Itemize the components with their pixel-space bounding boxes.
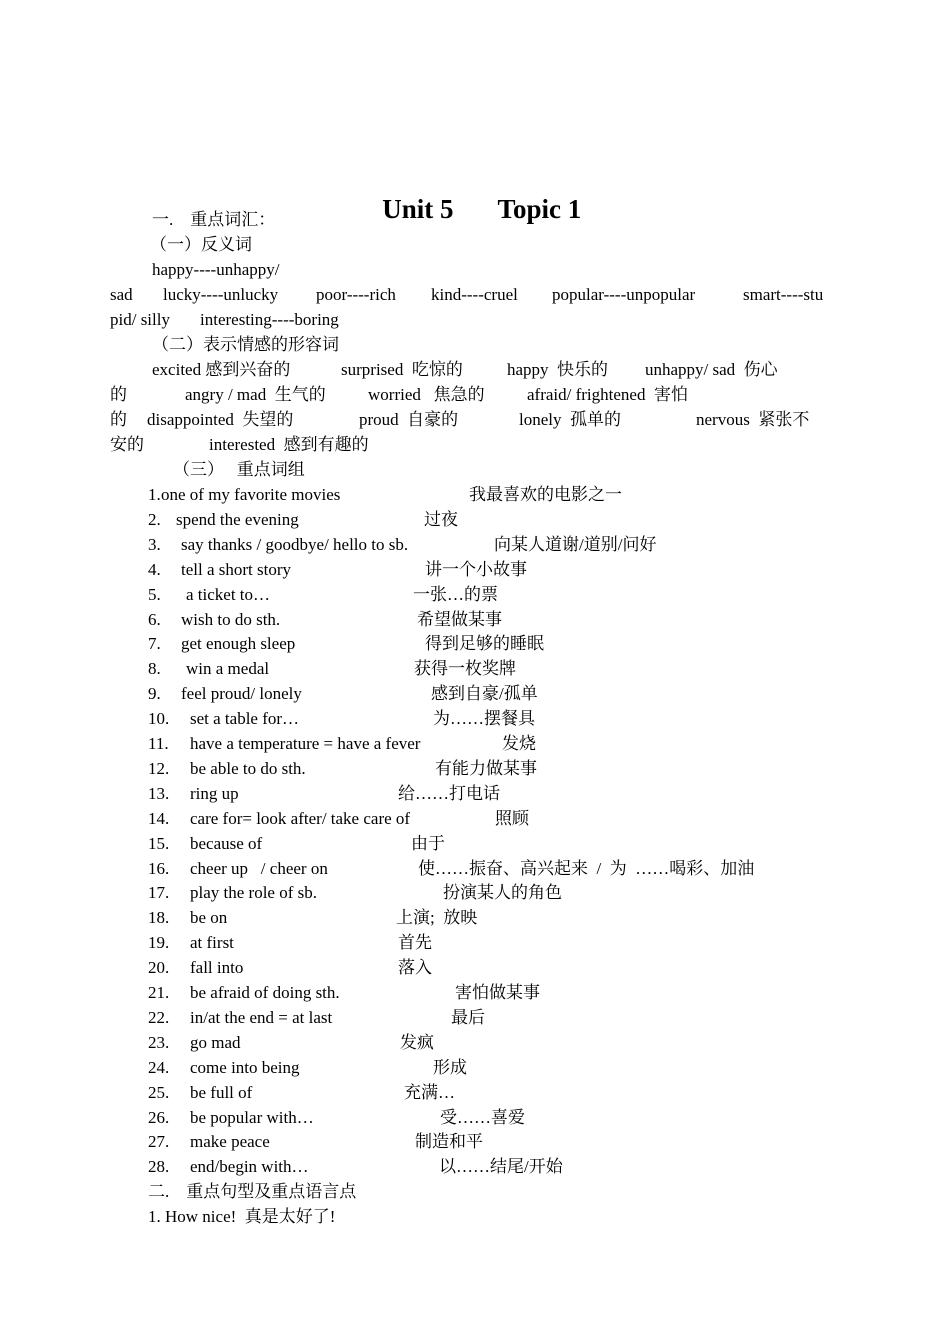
phrase-chinese: 充满… — [404, 1082, 455, 1102]
emotion-text: angry / mad 生气的 — [185, 385, 326, 404]
section-2-heading: 二. 重点句型及重点语言点 — [148, 1182, 357, 1201]
phrase-number: 13. — [148, 783, 170, 803]
phrase-english: at first — [190, 933, 234, 953]
phrase-row — [0, 858, 950, 880]
phrase-english: wish to do sth. — [181, 609, 281, 629]
phrase-chinese: 发疯 — [400, 1032, 434, 1052]
phrase-row — [0, 907, 950, 929]
emotion-text: worried 焦急的 — [368, 385, 485, 404]
emotion-text: excited 感到兴奋的 — [152, 360, 291, 379]
phrase-chinese: 一张…的票 — [413, 584, 498, 604]
phrase-chinese: 制造和平 — [415, 1132, 483, 1152]
phrase-number: 3. — [148, 534, 161, 554]
phrase-row — [0, 1107, 950, 1129]
phrase-chinese: 向某人道谢/道别/问好 — [494, 534, 657, 554]
phrase-english: cheer up / cheer on — [190, 858, 328, 878]
phrase-row — [0, 758, 950, 780]
phrase-chinese: 扮演某人的角色 — [443, 883, 562, 903]
phrase-row — [0, 1131, 950, 1153]
phrase-number: 26. — [148, 1107, 170, 1127]
phrase-number: 7. — [148, 634, 161, 654]
emotion-text: nervous 紧张不 — [696, 410, 810, 429]
phrase-chinese: 讲一个小故事 — [425, 559, 527, 579]
phrase-number: 20. — [148, 958, 170, 978]
phrase-number: 16. — [148, 858, 170, 878]
phrase-chinese: 我最喜欢的电影之一 — [469, 485, 622, 504]
phrase-english: be on — [190, 908, 228, 928]
emotion-row — [0, 434, 950, 456]
phrase-chinese: 感到自豪/孤单 — [431, 684, 538, 704]
phrase-row — [0, 833, 950, 855]
antonym-text: sad — [110, 285, 133, 304]
phrase-chinese: 给……打电话 — [398, 783, 500, 803]
phrase-english: say thanks / goodbye/ hello to sb. — [181, 534, 409, 554]
phrase-number: 4. — [148, 559, 161, 579]
phrase-chinese: 发烧 — [502, 734, 536, 753]
phrase-number: 12. — [148, 758, 170, 778]
phrase-english: win a medal — [186, 659, 270, 679]
emotion-row — [0, 409, 950, 431]
phrase-number: 8. — [148, 659, 161, 679]
subsection-phrases-heading: （三） 重点词组 — [173, 460, 305, 479]
subsection-antonyms-heading: （一）反义词 — [150, 235, 252, 254]
phrase-chinese: 首先 — [398, 933, 432, 953]
subsection-emotions-heading: （二）表示情感的形容词 — [152, 335, 339, 354]
title-unit: Unit 5 — [382, 194, 454, 224]
phrase-english: in/at the end = at last — [190, 1007, 333, 1027]
antonym-text: smart----stu — [743, 285, 824, 304]
phrase-number: 1. — [148, 485, 161, 504]
phrase-row — [0, 509, 950, 531]
phrase-number: 15. — [148, 833, 170, 853]
phrase-chinese: 由于 — [411, 833, 445, 853]
phrase-english: ring up — [190, 783, 239, 803]
emotion-text: 安的 — [110, 435, 144, 454]
emotion-text: surprised 吃惊的 — [341, 360, 463, 379]
phrase-number: 21. — [148, 983, 170, 1002]
phrase-english: be afraid of doing sth. — [190, 983, 340, 1002]
phrase-number: 2. — [148, 509, 161, 529]
emotion-row — [0, 384, 950, 406]
antonym-text: popular----unpopular — [552, 285, 696, 304]
emotion-row — [0, 359, 950, 381]
emotion-text: interested 感到有趣的 — [209, 435, 369, 454]
phrase-row — [0, 808, 950, 830]
phrase-row — [0, 783, 950, 805]
phrase-row — [0, 882, 950, 904]
phrase-chinese: 落入 — [398, 958, 432, 978]
phrase-english: be able to do sth. — [190, 758, 306, 778]
phrase-row — [0, 584, 950, 606]
emotion-text: proud 自豪的 — [359, 410, 459, 429]
antonym-text: poor----rich — [316, 285, 396, 304]
emotion-text: lonely 孤单的 — [519, 410, 621, 429]
emotion-text: happy 快乐的 — [507, 360, 609, 379]
emotion-text: disappointed 失望的 — [147, 410, 294, 429]
phrase-chinese: 为……摆餐具 — [433, 709, 535, 729]
phrase-row — [0, 932, 950, 954]
phrase-chinese: 使……振奋、高兴起来 / 为 ……喝彩、加油 — [418, 858, 755, 878]
antonym-text: lucky----unlucky — [163, 285, 279, 304]
phrase-chinese: 害怕做某事 — [455, 983, 540, 1002]
phrase-english: tell a short story — [181, 559, 292, 579]
phrase-chinese: 照顾 — [495, 808, 529, 828]
phrase-row — [0, 633, 950, 655]
phrase-row — [0, 609, 950, 631]
phrase-row — [0, 1032, 950, 1054]
antonym-row — [0, 284, 950, 306]
phrase-chinese: 有能力做某事 — [435, 758, 537, 778]
phrase-english: have a temperature = have a fever — [190, 734, 421, 753]
antonym-text: happy----unhappy/ — [152, 260, 280, 279]
phrase-row — [0, 1156, 950, 1178]
phrase-english: fall into — [190, 958, 244, 978]
phrase-row — [0, 559, 950, 581]
phrase-english: because of — [190, 833, 263, 853]
phrase-row — [0, 658, 950, 680]
phrase-row — [0, 534, 950, 556]
phrase-english: be full of — [190, 1082, 253, 1102]
phrase-number: 19. — [148, 933, 170, 953]
section-1-heading: 一. 重点词汇： — [152, 210, 276, 229]
phrase-chinese: 上演; 放映 — [396, 908, 478, 928]
phrase-english: be popular with… — [190, 1107, 314, 1127]
emotion-text: afraid/ frightened 害怕 — [527, 385, 688, 404]
phrase-row — [0, 1007, 950, 1029]
phrase-number: 28. — [148, 1157, 170, 1177]
phrase-english: feel proud/ lonely — [181, 684, 302, 704]
phrase-number: 9. — [148, 684, 161, 704]
phrase-chinese: 形成 — [433, 1057, 467, 1077]
emotion-text: 的 — [110, 385, 127, 404]
phrase-english: a ticket to… — [186, 584, 271, 604]
phrase-english: one of my favorite movies — [161, 485, 341, 504]
phrase-row — [0, 733, 950, 755]
page-title — [0, 158, 950, 226]
phrase-english: spend the evening — [176, 509, 299, 529]
phrase-row — [0, 1057, 950, 1079]
phrase-row — [0, 708, 950, 730]
phrase-number: 23. — [148, 1032, 170, 1052]
phrase-chinese: 得到足够的睡眠 — [425, 634, 544, 654]
phrase-number: 22. — [148, 1007, 170, 1027]
antonym-text: interesting----boring — [200, 310, 339, 329]
phrase-english: care for= look after/ take care of — [190, 808, 411, 828]
phrase-chinese: 受……喜爱 — [440, 1107, 525, 1127]
title-topic: Topic 1 — [497, 194, 582, 224]
antonym-row — [0, 309, 950, 331]
phrase-row — [0, 1082, 950, 1104]
phrase-row — [0, 982, 950, 1004]
phrase-number: 5. — [148, 584, 161, 604]
phrase-english: come into being — [190, 1057, 300, 1077]
phrase-english: set a table for… — [190, 709, 300, 729]
phrase-row — [0, 484, 950, 506]
phrase-number: 11. — [148, 734, 169, 753]
phrase-english: go mad — [190, 1032, 241, 1052]
phrase-number: 10. — [148, 709, 170, 729]
phrase-english: get enough sleep — [181, 634, 296, 654]
phrase-number: 6. — [148, 609, 161, 629]
phrase-row — [0, 683, 950, 705]
phrase-chinese: 最后 — [451, 1007, 485, 1027]
phrase-number: 25. — [148, 1082, 170, 1102]
emotion-text: unhappy/ sad 伤心 — [645, 360, 778, 379]
phrase-chinese: 以……结尾/开始 — [439, 1157, 563, 1177]
phrase-number: 24. — [148, 1057, 170, 1077]
phrase-english: end/begin with… — [190, 1157, 309, 1177]
phrase-row — [0, 957, 950, 979]
antonym-text: kind----cruel — [431, 285, 518, 304]
phrase-chinese: 过夜 — [424, 509, 458, 529]
phrase-number: 17. — [148, 883, 170, 903]
phrase-english: make peace — [190, 1132, 270, 1152]
sentence-item: 1. How nice! 真是太好了! — [148, 1207, 336, 1226]
phrase-number: 18. — [148, 908, 170, 928]
emotion-text: 的 — [110, 410, 127, 429]
phrase-number: 14. — [148, 808, 170, 828]
phrase-number: 27. — [148, 1132, 170, 1152]
phrase-chinese: 希望做某事 — [417, 609, 502, 629]
phrase-english: play the role of sb. — [190, 883, 317, 903]
phrase-chinese: 获得一枚奖牌 — [414, 659, 516, 679]
antonym-text: pid/ silly — [110, 310, 170, 329]
